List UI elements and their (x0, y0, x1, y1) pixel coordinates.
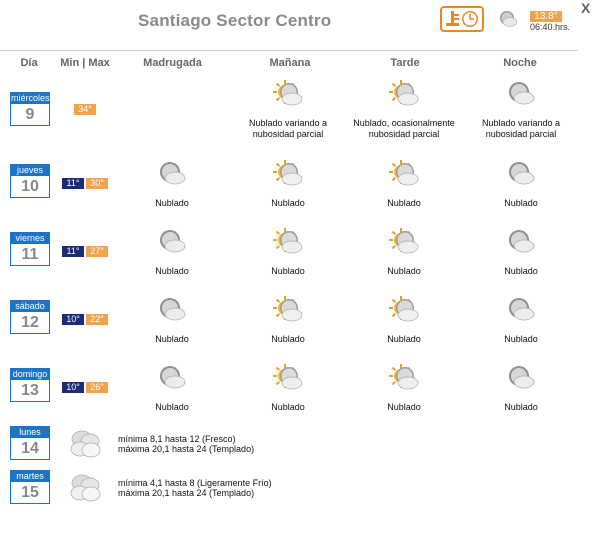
day-name: lunes (11, 427, 49, 438)
day-number: 13 (21, 382, 39, 399)
column-header-tarde: Tarde (390, 57, 420, 69)
period-forecast-label: Nublado (504, 198, 538, 208)
partly-cloudy-icon (273, 80, 303, 108)
extended-max-text: máxima 20,1 hasta 24 (Templado) (118, 444, 255, 454)
day-name: martes (11, 471, 49, 482)
partly-cloudy-icon (273, 228, 303, 256)
day-name: sábado (11, 301, 49, 312)
header-divider (0, 50, 578, 51)
day-number: 14 (21, 440, 39, 457)
period-forecast-label: Nublado, ocasionalmente nubosidad parcial (353, 118, 455, 139)
extended-min-text: mínima 8,1 hasta 12 (Fresco) (118, 434, 236, 444)
min-temp-badge: 11° (62, 246, 84, 257)
partly-cloudy-icon (389, 160, 419, 188)
day-name: viernes (11, 233, 49, 244)
cloudy-icon (157, 160, 187, 188)
partly-cloudy-icon (389, 296, 419, 324)
min-temp-badge: 11° (62, 178, 84, 189)
partly-cloudy-icon (273, 364, 303, 392)
cloudy-icon (506, 296, 536, 324)
min-temp-badge: 10° (62, 382, 84, 393)
period-forecast-label: Nublado (271, 334, 305, 344)
day-name: domingo (12, 369, 48, 379)
period-forecast-label: Nublado (155, 198, 189, 208)
period-forecast-label: Nublado (504, 402, 538, 412)
period-forecast-label: Nublado (387, 198, 421, 208)
column-header-manana: Mañana (269, 57, 311, 69)
partly-cloudy-icon (273, 296, 303, 324)
day-name: jueves (11, 165, 49, 176)
cloudy-icon (157, 296, 187, 324)
period-forecast-label: Nublado variando a nubosidad parcial (481, 118, 561, 139)
period-forecast-label: Nublado (504, 334, 538, 344)
day-name: miércoles (11, 93, 50, 103)
period-forecast-label: Nublado (271, 198, 305, 208)
cloudy-icon (157, 364, 187, 392)
column-header-dia: Día (20, 57, 38, 69)
current-temperature-badge: 13.8° (530, 11, 562, 22)
min-temp-badge: 10° (62, 314, 84, 325)
extended-min-text: mínima 4,1 hasta 8 (Ligeramente Frío) (118, 478, 272, 488)
max-temp-badge: 22° (86, 314, 108, 325)
period-forecast-label: Nublado (271, 266, 305, 276)
period-forecast-label: Nublado (271, 402, 305, 412)
time-legend-icon[interactable] (440, 6, 484, 32)
period-forecast-label: Nublado (387, 266, 421, 276)
partly-cloudy-icon (389, 228, 419, 256)
max-temp-badge: 27° (86, 246, 108, 257)
max-temp-badge: 30° (86, 178, 108, 189)
day-calendar-badge (10, 470, 50, 504)
extended-max-text: máxima 20,1 hasta 24 (Templado) (118, 488, 255, 498)
period-forecast-label: Nublado (155, 402, 189, 412)
day-calendar-badge (10, 232, 50, 266)
column-header-madrugada: Madrugada (143, 57, 202, 69)
period-forecast-label: Nublado variando a nubosidad parcial (248, 118, 328, 139)
day-calendar-badge (10, 368, 50, 402)
day-number: 15 (21, 484, 39, 501)
day-number: 9 (25, 106, 35, 123)
cloudy-icon (506, 160, 536, 188)
overcast-icon (68, 471, 102, 503)
day-number: 12 (21, 314, 39, 331)
period-forecast-label: Nublado (387, 334, 421, 344)
period-forecast-label: Nublado (155, 266, 189, 276)
cloudy-icon (506, 228, 536, 256)
overcast-icon (68, 427, 102, 459)
column-header-noche: Noche (503, 57, 537, 69)
max-temp-badge: 34° (74, 104, 96, 115)
page-title: Santiago Sector Centro (138, 11, 332, 30)
day-calendar-badge (10, 164, 50, 198)
period-forecast-label: Nublado (387, 402, 421, 412)
column-header-min-max: Min | Max (60, 57, 110, 69)
max-temp-badge: 26° (86, 382, 108, 393)
cloudy-icon (506, 80, 536, 108)
current-weather-cloudy-icon (497, 9, 519, 29)
partly-cloudy-icon (389, 364, 419, 392)
partly-cloudy-icon (389, 80, 419, 108)
current-time: 06:40.hrs. (530, 22, 571, 32)
day-number: 11 (21, 246, 39, 263)
period-forecast-label: Nublado (504, 266, 538, 276)
cloudy-icon (506, 364, 536, 392)
day-calendar-badge (10, 92, 50, 126)
day-calendar-badge (10, 426, 50, 460)
close-button[interactable]: X (581, 0, 591, 16)
partly-cloudy-icon (273, 160, 303, 188)
cloudy-icon (157, 228, 187, 256)
period-forecast-label: Nublado (155, 334, 189, 344)
day-calendar-badge (10, 300, 50, 334)
day-number: 10 (21, 178, 39, 195)
